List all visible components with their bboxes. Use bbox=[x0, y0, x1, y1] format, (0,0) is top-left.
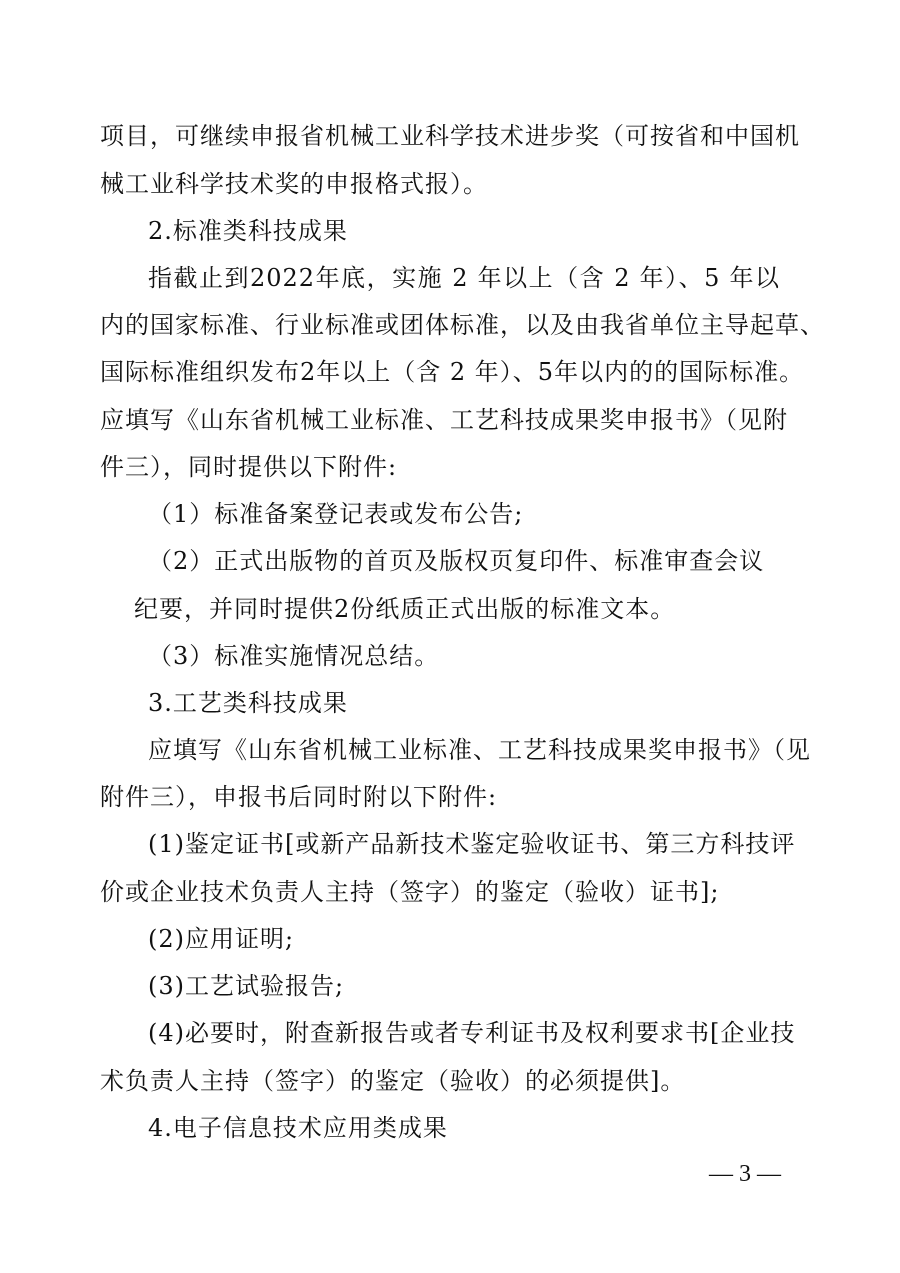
list-item: （1）标准备案登记表或发布公告; bbox=[148, 500, 524, 528]
body-text-line: 附件三），申报书后同时附以下附件: bbox=[100, 783, 498, 811]
list-item: (1)鉴定证书[或新产品新技术鉴定验收证书、第三方科技评 bbox=[148, 830, 796, 858]
section-heading: 4.电子信息技术应用类成果 bbox=[148, 1114, 448, 1142]
body-text-line: 件三），同时提供以下附件: bbox=[100, 453, 398, 481]
body-text-line: 械工业科学技术奖的申报格式报）。 bbox=[100, 170, 488, 198]
body-text-line: 国际标准组织发布2年以上（含 2 年）、5年以内的的国际标准。 bbox=[100, 358, 805, 386]
section-heading: 2.标准类科技成果 bbox=[148, 217, 348, 245]
body-text-line: 指截止到2022年底，实施 2 年以上（含 2 年）、5 年以 bbox=[148, 264, 780, 292]
body-text-line: 项目，可继续申报省机械工业科学技术进步奖（可按省和中国机 bbox=[100, 122, 800, 150]
list-item-continuation: 价或企业技术负责人主持（签字）的鉴定（验收）证书]; bbox=[100, 878, 720, 906]
list-item: (3)工艺试验报告; bbox=[148, 972, 345, 1000]
list-item: （3）标准实施情况总结。 bbox=[148, 642, 440, 670]
body-text-line: 应填写《山东省机械工业标准、工艺科技成果奖申报书》（见 bbox=[148, 736, 811, 764]
page-number: — 3 — bbox=[709, 1161, 781, 1187]
list-item: (4)必要时，附查新报告或者专利证书及权利要求书[企业技 bbox=[148, 1019, 796, 1047]
body-text-line: 应填写《山东省机械工业标准、工艺科技成果奖申报书》（见附 bbox=[100, 406, 788, 434]
list-item: (2)应用证明; bbox=[148, 925, 295, 953]
list-item-continuation: 纪要，并同时提供2份纸质正式出版的标准文本。 bbox=[134, 595, 676, 623]
body-text-line: 内的国家标准、行业标准或团体标准，以及由我省单位主导起草、 bbox=[100, 311, 825, 339]
section-heading: 3.工艺类科技成果 bbox=[148, 689, 348, 717]
list-item-continuation: 术负责人主持（签字）的鉴定（验收）的必须提供]。 bbox=[100, 1067, 686, 1095]
list-item: （2）正式出版物的首页及版权页复印件、标准审查会议 bbox=[148, 547, 765, 575]
